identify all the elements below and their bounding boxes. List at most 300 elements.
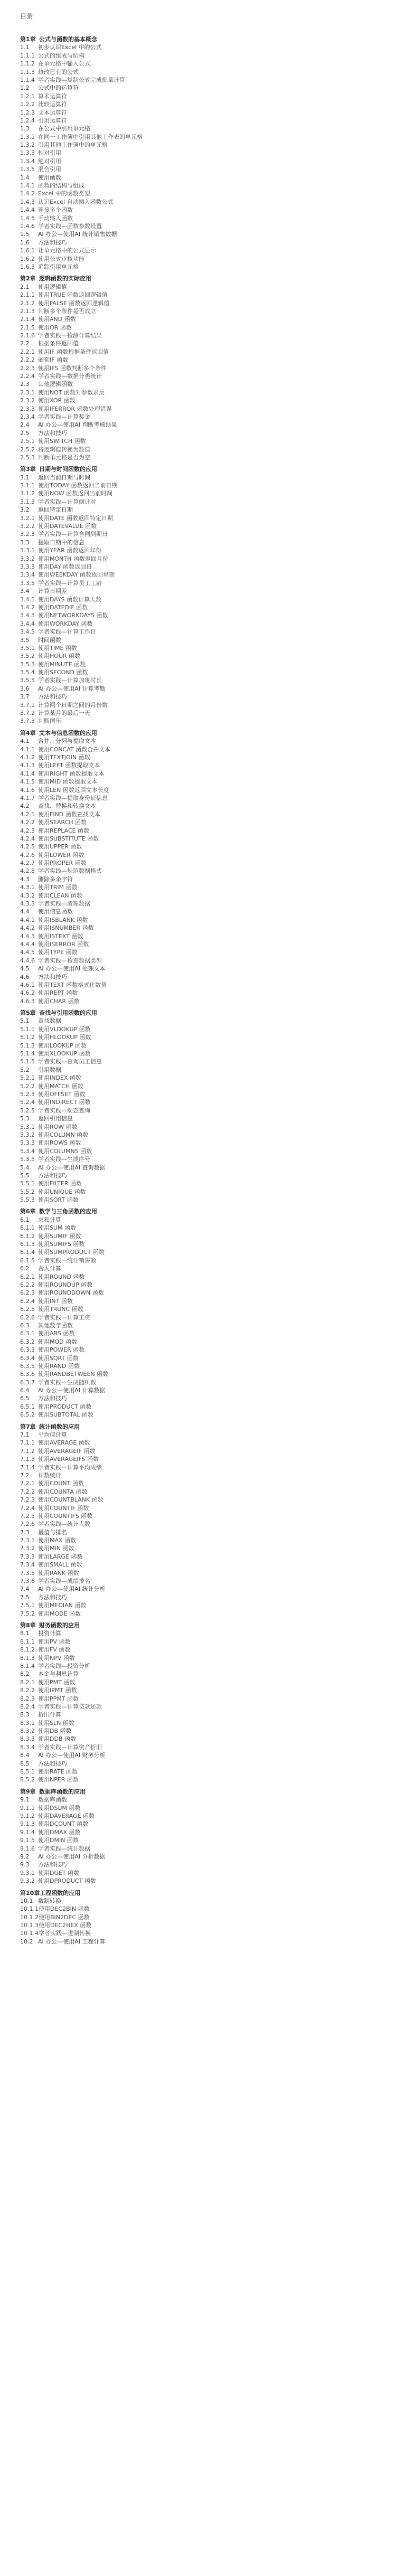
toc-text: 使用ROW 函数 bbox=[38, 1123, 78, 1130]
toc-text: 数据库函数 bbox=[38, 1796, 67, 1804]
toc-chapter bbox=[20, 1621, 384, 1629]
toc-text: 最值与排名 bbox=[38, 1528, 67, 1536]
toc-subsection bbox=[20, 843, 384, 851]
toc-subsection bbox=[20, 1281, 384, 1289]
toc-subsection bbox=[20, 1180, 384, 1187]
toc-text: 使用BIN2DEC 函数 bbox=[39, 1913, 90, 1921]
toc-text: 使用ROUNDDOWN 函数 bbox=[38, 1289, 104, 1297]
toc-number: 2.2.2 bbox=[20, 356, 35, 364]
toc-number: 4.4.6 bbox=[20, 957, 35, 964]
toc-text: 学者实践—生成随机数 bbox=[38, 1379, 96, 1386]
toc-subsection bbox=[20, 916, 384, 924]
toc-subsection bbox=[20, 100, 384, 108]
toc-text: 使用DGET 函数 bbox=[38, 1869, 80, 1876]
toc-subsection bbox=[20, 1520, 384, 1528]
toc-text: 学者实践—查询员工信息 bbox=[38, 1058, 102, 1065]
toc-text: 学者实践—提取身份证信息 bbox=[38, 794, 108, 801]
toc-text: 学者实践—计算员工工龄 bbox=[38, 579, 102, 587]
toc-number: 7.5.1 bbox=[20, 1602, 35, 1609]
toc-number: 4.2.6 bbox=[20, 851, 35, 858]
toc-text: 使用IPMT 函数 bbox=[38, 1687, 77, 1694]
toc-number: 2.2.3 bbox=[20, 364, 35, 372]
toc-text: 使用NOT 函数对参数求反 bbox=[38, 389, 105, 396]
toc-text: 使用COUNTIF 函数 bbox=[38, 1504, 89, 1512]
toc-text: 使用RIGHT 函数提取文本 bbox=[38, 770, 105, 777]
toc-number: 5.1.2 bbox=[20, 1034, 35, 1041]
toc-subsection bbox=[20, 165, 384, 173]
toc-subsection bbox=[20, 60, 384, 68]
toc-number: 2.1 bbox=[20, 283, 30, 290]
toc-text: 财务函数的应用 bbox=[39, 1622, 80, 1629]
toc-text: 使用COUNTIFS 函数 bbox=[38, 1512, 93, 1520]
toc-subsection bbox=[20, 356, 384, 364]
toc-subsection bbox=[20, 1033, 384, 1041]
toc-subsection bbox=[20, 397, 384, 404]
toc-subsection bbox=[20, 1544, 384, 1552]
toc-text: 使用LEFT 函数提取文本 bbox=[38, 762, 100, 769]
toc-number: 8.5.1 bbox=[20, 1768, 35, 1776]
toc-subsection bbox=[20, 1504, 384, 1512]
toc-number: 1.6.2 bbox=[20, 255, 35, 262]
toc-text: 使用FILTER 函数 bbox=[38, 1180, 82, 1187]
toc-text: 其他逻辑函数 bbox=[38, 381, 73, 388]
toc-text: 学者实践—清理数据 bbox=[38, 900, 90, 908]
toc-subsection bbox=[20, 1455, 384, 1463]
toc-section bbox=[20, 1585, 384, 1593]
toc-number: 6.5.1 bbox=[20, 1403, 35, 1410]
toc-subsection bbox=[20, 109, 384, 117]
toc-number: 9.1.6 bbox=[20, 1845, 35, 1852]
toc-number: 2.2.4 bbox=[20, 373, 35, 380]
toc-text: 使用SUBTOTAL 函数 bbox=[38, 1411, 93, 1419]
toc-subsection bbox=[20, 1464, 384, 1471]
toc-number: 5.3.1 bbox=[20, 1123, 35, 1130]
toc-subsection bbox=[20, 1776, 384, 1784]
toc-subsection bbox=[20, 133, 384, 141]
toc-number: 4.2.8 bbox=[20, 867, 35, 875]
toc-chapter bbox=[20, 1788, 384, 1796]
toc-title: 目录 bbox=[20, 13, 33, 20]
toc-number: 1.6 bbox=[20, 239, 30, 246]
toc-section bbox=[20, 380, 384, 388]
toc-number: 第1章 bbox=[20, 36, 36, 43]
toc-text: 使用HLOOKUP 函数 bbox=[38, 1034, 91, 1041]
toc-subsection bbox=[20, 810, 384, 818]
toc-number: 8.3.2 bbox=[20, 1728, 35, 1735]
toc-subsection bbox=[20, 1913, 384, 1921]
toc-section bbox=[20, 1172, 384, 1180]
toc-text: 使用NPER 函数 bbox=[38, 1776, 79, 1784]
toc-subsection bbox=[20, 291, 384, 299]
toc-subsection bbox=[20, 989, 384, 997]
toc-number: 8.2.4 bbox=[20, 1703, 35, 1710]
toc-number: 5.1 bbox=[20, 1017, 30, 1025]
toc-subsection bbox=[20, 1646, 384, 1654]
toc-number: 2.3.3 bbox=[20, 405, 35, 412]
toc-number: 5.2 bbox=[20, 1066, 30, 1073]
toc-text: 学者实践—检测计算结果 bbox=[38, 332, 102, 339]
toc-subsection bbox=[20, 214, 384, 222]
toc-text: 查找、替换和转换文本 bbox=[38, 803, 96, 810]
toc-number: 3.5.2 bbox=[20, 653, 35, 660]
toc-section bbox=[20, 43, 384, 51]
toc-number: 2.5.1 bbox=[20, 438, 35, 445]
toc-text: 计算两个日期之间的月份数 bbox=[38, 701, 108, 709]
toc-text: 使用RAND 函数 bbox=[38, 1362, 80, 1370]
toc-number: 2.4 bbox=[20, 421, 30, 429]
toc-text: 学者实践—计算资产折旧 bbox=[38, 1743, 102, 1751]
toc-subsection bbox=[20, 603, 384, 611]
toc-subsection bbox=[20, 676, 384, 684]
toc-number: 9.1 bbox=[20, 1796, 30, 1804]
toc-subsection bbox=[20, 1232, 384, 1240]
toc-text: 学者实践—成绩排名 bbox=[38, 1578, 90, 1585]
toc-text: 使用DAY 函数返回日 bbox=[38, 563, 92, 570]
toc-number: 4.6.1 bbox=[20, 981, 35, 988]
toc-subsection bbox=[20, 778, 384, 786]
toc-text: 使用FALSE 函数返回逻辑值 bbox=[38, 299, 110, 307]
toc-text: 使用CHAR 函数 bbox=[38, 997, 80, 1005]
toc-subsection bbox=[20, 1362, 384, 1370]
toc-text: 使用SECOND 函数 bbox=[38, 669, 88, 676]
toc-subsection bbox=[20, 1314, 384, 1322]
toc-text: 使用IFERROR 函数处理错误 bbox=[38, 405, 112, 412]
toc-chapter bbox=[20, 1889, 384, 1897]
toc-subsection bbox=[20, 198, 384, 206]
toc-text: 本金与利息计算 bbox=[38, 1671, 79, 1678]
toc-subsection bbox=[20, 1025, 384, 1033]
toc-number: 8.2.3 bbox=[20, 1695, 35, 1702]
toc-text: 使用MINUTE 函数 bbox=[38, 660, 86, 668]
toc-text: 查找与引用函数的应用 bbox=[39, 1009, 97, 1017]
toc-number: 4.1.4 bbox=[20, 770, 35, 777]
toc-section bbox=[20, 1629, 384, 1637]
toc-text: 使用WEEKDAY 函数返回星期 bbox=[38, 571, 115, 579]
toc-text: 追踪引用单元格 bbox=[38, 263, 79, 270]
toc-number: 4.5 bbox=[20, 965, 30, 973]
toc-number: 5.3.4 bbox=[20, 1147, 35, 1155]
toc-subsection bbox=[20, 315, 384, 323]
toc-number: 7.2.4 bbox=[20, 1504, 35, 1512]
toc-number: 1.4.1 bbox=[20, 182, 35, 190]
toc-subsection bbox=[20, 1188, 384, 1196]
toc-section bbox=[20, 474, 384, 482]
toc-number: 7.3.6 bbox=[20, 1578, 35, 1585]
toc-text: 使用DB 函数 bbox=[38, 1728, 72, 1735]
toc-subsection bbox=[20, 717, 384, 725]
toc-text: AI 办公—使用AI 财务分析 bbox=[38, 1752, 106, 1759]
toc-subsection bbox=[20, 555, 384, 563]
toc-number: 3.4.3 bbox=[20, 612, 35, 619]
toc-text: 引用数据 bbox=[38, 1066, 61, 1073]
toc-text: 投资计算 bbox=[38, 1630, 61, 1637]
toc-number: 6.3.2 bbox=[20, 1338, 35, 1345]
toc-subsection bbox=[20, 454, 384, 461]
toc-number: 6.2.2 bbox=[20, 1281, 35, 1288]
toc-number: 9.1.4 bbox=[20, 1828, 35, 1836]
toc-subsection bbox=[20, 1050, 384, 1058]
toc-text: 使用RANK 函数 bbox=[38, 1569, 79, 1577]
toc-number: 6.2.3 bbox=[20, 1289, 35, 1297]
toc-subsection bbox=[20, 1496, 384, 1504]
toc-subsection bbox=[20, 1107, 384, 1115]
toc-text: 使用MATCH 函数 bbox=[38, 1082, 83, 1090]
toc-subsection bbox=[20, 571, 384, 579]
toc-text: 使用COUNTBLANK 函数 bbox=[38, 1496, 103, 1504]
toc-section bbox=[20, 1164, 384, 1172]
toc-text: 使用SLN 函数 bbox=[38, 1719, 74, 1726]
toc-section bbox=[20, 1066, 384, 1074]
toc-number: 8.2 bbox=[20, 1671, 30, 1678]
toc-subsection bbox=[20, 1743, 384, 1751]
toc-section bbox=[20, 1471, 384, 1479]
toc-subsection bbox=[20, 1662, 384, 1670]
toc-subsection bbox=[20, 1488, 384, 1496]
toc-number: 8.3.3 bbox=[20, 1735, 35, 1743]
toc-number: 2.1.4 bbox=[20, 316, 35, 323]
toc-subsection bbox=[20, 1346, 384, 1354]
toc-number: 5.4 bbox=[20, 1164, 30, 1171]
toc-text: 时间函数 bbox=[38, 636, 61, 644]
toc-number: 4.6 bbox=[20, 973, 30, 980]
toc-text: 使用TYPE 函数 bbox=[38, 949, 78, 956]
toc-number: 10.2 bbox=[20, 1938, 33, 1945]
toc-subsection bbox=[20, 1812, 384, 1820]
toc-subsection bbox=[20, 786, 384, 794]
toc-number: 8.3.1 bbox=[20, 1719, 35, 1726]
toc-section bbox=[20, 174, 384, 182]
toc-subsection bbox=[20, 1610, 384, 1618]
toc-text: 学者实践—计算贷款还款 bbox=[38, 1703, 102, 1710]
toc-subsection bbox=[20, 835, 384, 843]
toc-text: AI 办公—使用AI 查询数据 bbox=[38, 1164, 106, 1171]
toc-text: 使用SQRT 函数 bbox=[38, 1354, 79, 1362]
toc-text: 使用SMALL 函数 bbox=[38, 1561, 82, 1569]
toc-number: 5.5.2 bbox=[20, 1188, 35, 1195]
toc-number: 6.2 bbox=[20, 1265, 30, 1272]
toc-number: 7.3.4 bbox=[20, 1561, 35, 1569]
toc-section bbox=[20, 973, 384, 981]
toc-text: 使用PPMT 函数 bbox=[38, 1695, 79, 1702]
toc-text: 方法和技巧 bbox=[38, 239, 67, 246]
toc-section bbox=[20, 1670, 384, 1678]
toc-subsection bbox=[20, 68, 384, 76]
toc-number: 2.3.2 bbox=[20, 397, 35, 404]
toc-text: 使用ISNUMBER 函数 bbox=[38, 924, 94, 932]
toc-subsection bbox=[20, 307, 384, 315]
toc-number: 4.2.3 bbox=[20, 827, 35, 834]
toc-number: 4.2.7 bbox=[20, 860, 35, 867]
toc-text: 使用PROPER 函数 bbox=[38, 860, 87, 867]
toc-number: 5.5 bbox=[20, 1172, 30, 1179]
toc-number: 3.1.3 bbox=[20, 498, 35, 505]
toc-subsection bbox=[20, 596, 384, 603]
toc-number: 3.2.2 bbox=[20, 523, 35, 530]
toc-subsection bbox=[20, 1354, 384, 1362]
toc-text: 使用SUMIF 函数 bbox=[38, 1232, 81, 1240]
toc-number: 2.1.1 bbox=[20, 291, 35, 299]
toc-text: 使用COUNTA 函数 bbox=[38, 1488, 88, 1495]
toc-number: 第9章 bbox=[20, 1788, 36, 1795]
toc-subsection bbox=[20, 1654, 384, 1662]
toc-number: 10.1.1 bbox=[20, 1905, 39, 1913]
toc-subsection bbox=[20, 1727, 384, 1735]
toc-number: 7.2 bbox=[20, 1471, 30, 1479]
toc-number: 5.3 bbox=[20, 1115, 30, 1122]
toc-number: 4.2.1 bbox=[20, 810, 35, 818]
toc-number: 2.5.2 bbox=[20, 446, 35, 453]
toc-text: 使用DDB 函数 bbox=[38, 1735, 76, 1743]
toc-number: 1.4.4 bbox=[20, 206, 35, 214]
toc-text: 求和计算 bbox=[38, 1216, 61, 1223]
toc-text: 使用NPV 函数 bbox=[38, 1654, 75, 1662]
toc-subsection bbox=[20, 389, 384, 397]
toc-subsection bbox=[20, 182, 384, 190]
toc-text: 使用VLOOKUP 函数 bbox=[38, 1025, 91, 1033]
toc-number: 3.7.2 bbox=[20, 710, 35, 717]
toc-text: 学者实践—计算加班时长 bbox=[38, 677, 102, 684]
toc-number: 6.2.6 bbox=[20, 1314, 35, 1321]
toc-section bbox=[20, 636, 384, 644]
toc-number: 3.3.4 bbox=[20, 571, 35, 579]
toc-text: AI 办公—使用AI 统计分析 bbox=[38, 1586, 106, 1593]
toc-subsection bbox=[20, 948, 384, 956]
toc-text: AI 办公—使用AI 计算考勤 bbox=[38, 685, 106, 692]
toc-subsection bbox=[20, 1338, 384, 1346]
toc-section bbox=[20, 1593, 384, 1601]
toc-number: 3.5.5 bbox=[20, 677, 35, 684]
toc-number: 7.2.2 bbox=[20, 1488, 35, 1495]
toc-section bbox=[20, 875, 384, 883]
toc-text: 认识Excel 自动插入函数公式 bbox=[38, 198, 114, 205]
toc-number: 6.2.5 bbox=[20, 1306, 35, 1313]
toc-text: 引用运算符 bbox=[38, 117, 67, 124]
toc-number: 1.3.5 bbox=[20, 166, 35, 173]
toc-number: 8.1.2 bbox=[20, 1646, 35, 1654]
toc-number: 5.3.2 bbox=[20, 1131, 35, 1138]
toc-subsection bbox=[20, 255, 384, 263]
toc-text: 使用CONCAT 函数合并文本 bbox=[38, 746, 111, 753]
toc-number: 1.4.3 bbox=[20, 198, 35, 205]
toc-subsection bbox=[20, 372, 384, 380]
toc-subsection bbox=[20, 900, 384, 908]
toc-subsection bbox=[20, 498, 384, 506]
toc-text: 使用LOOKUP 函数 bbox=[38, 1042, 87, 1049]
toc-text: 方法和技巧 bbox=[38, 973, 67, 980]
toc-number: 4.4.2 bbox=[20, 924, 35, 932]
toc-text: 判断多个条件是否成立 bbox=[38, 307, 96, 315]
toc-number: 2.3.4 bbox=[20, 413, 35, 420]
toc-subsection bbox=[20, 1695, 384, 1703]
toc-text: 使用DATE 函数返回特定日期 bbox=[38, 514, 114, 522]
toc-text: 使用DCOUNT 函数 bbox=[38, 1820, 89, 1828]
toc-text: 方法和技巧 bbox=[38, 1172, 67, 1179]
toc-text: 使用YEAR 函数返回年份 bbox=[38, 547, 102, 554]
toc-number: 2.1.6 bbox=[20, 332, 35, 339]
toc-text: 学者实践—计算工作日 bbox=[38, 628, 96, 636]
toc-section bbox=[20, 539, 384, 546]
toc-number: 8.2.1 bbox=[20, 1678, 35, 1686]
toc-text: 学者实践—检查数据类型 bbox=[38, 957, 102, 964]
toc-number: 4.2.5 bbox=[20, 843, 35, 851]
toc-number: 6.3 bbox=[20, 1322, 30, 1329]
toc-text: 使用ISERROR 函数 bbox=[38, 940, 89, 948]
toc-number: 1.2.3 bbox=[20, 109, 35, 116]
toc-subsection bbox=[20, 157, 384, 165]
toc-text: 删除多余字符 bbox=[38, 875, 73, 883]
toc-text: 逻辑函数的实际应用 bbox=[39, 275, 91, 282]
toc-number: 8.1.3 bbox=[20, 1654, 35, 1662]
toc-number: 8.3.4 bbox=[20, 1743, 35, 1751]
toc-number: 7.1.2 bbox=[20, 1447, 35, 1455]
toc-number: 3.6 bbox=[20, 685, 30, 692]
toc-subsection bbox=[20, 1569, 384, 1577]
toc-text: 连接多个函数 bbox=[38, 206, 73, 214]
toc-text: 使用UNIQUE 函数 bbox=[38, 1188, 86, 1195]
toc-section bbox=[20, 587, 384, 595]
toc-section bbox=[20, 685, 384, 693]
toc-text: 使用DATEVALUE 函数 bbox=[38, 523, 97, 530]
toc-text: 计算某月的最后一天 bbox=[38, 710, 90, 717]
toc-number: 3.3.5 bbox=[20, 579, 35, 587]
toc-number: 3.3.2 bbox=[20, 555, 35, 562]
toc-section bbox=[20, 1751, 384, 1759]
toc-text: 使用DEC2HEX 函数 bbox=[39, 1922, 92, 1929]
toc-section bbox=[20, 506, 384, 514]
toc-text: 让单元格中的公式显示 bbox=[38, 247, 96, 254]
toc-number: 5.3.3 bbox=[20, 1139, 35, 1147]
toc-section bbox=[20, 1711, 384, 1719]
toc-number: 1.1.2 bbox=[20, 60, 35, 68]
toc-subsection bbox=[20, 437, 384, 445]
toc-section bbox=[20, 1897, 384, 1905]
toc-number: 4.1.2 bbox=[20, 753, 35, 761]
toc-text: 舍入计算 bbox=[38, 1265, 61, 1272]
toc-text: 使用DMAX 函数 bbox=[38, 1828, 81, 1836]
toc-number: 7.2.6 bbox=[20, 1521, 35, 1528]
toc-number: 5.2.4 bbox=[20, 1099, 35, 1106]
toc-number: 3.4 bbox=[20, 588, 30, 595]
toc-subsection bbox=[20, 1905, 384, 1913]
toc-number: 2.3.1 bbox=[20, 389, 35, 396]
toc-text: 使用PRODUCT 函数 bbox=[38, 1403, 92, 1410]
toc-subsection bbox=[20, 52, 384, 60]
toc-subsection bbox=[20, 514, 384, 522]
toc-subsection bbox=[20, 883, 384, 891]
toc-text: 使用ROUND 函数 bbox=[38, 1273, 85, 1280]
toc-number: 7.2.1 bbox=[20, 1480, 35, 1487]
toc-number: 4.1.1 bbox=[20, 746, 35, 753]
toc-text: 初步认识Excel 中的公式 bbox=[38, 44, 102, 51]
toc-number: 6.4 bbox=[20, 1387, 30, 1394]
toc-text: 使用MID 函数提取文本 bbox=[38, 778, 98, 786]
toc-subsection bbox=[20, 1845, 384, 1853]
toc-section bbox=[20, 1760, 384, 1768]
toc-number: 1.2.2 bbox=[20, 101, 35, 108]
toc-text: 使用MEDIAN 函数 bbox=[38, 1602, 87, 1609]
toc-subsection bbox=[20, 1147, 384, 1155]
toc-subsection bbox=[20, 859, 384, 867]
toc-number: 1.1 bbox=[20, 44, 30, 51]
toc-text: 学者实践—计算工资 bbox=[38, 1314, 90, 1321]
toc-subsection bbox=[20, 761, 384, 769]
toc-subsection bbox=[20, 1719, 384, 1727]
toc-section bbox=[20, 429, 384, 437]
toc-number: 9.1.3 bbox=[20, 1820, 35, 1828]
toc-text: 比较运算符 bbox=[38, 101, 67, 108]
toc-text: 学者实践—计算奖金 bbox=[38, 413, 90, 420]
toc-subsection bbox=[20, 932, 384, 940]
